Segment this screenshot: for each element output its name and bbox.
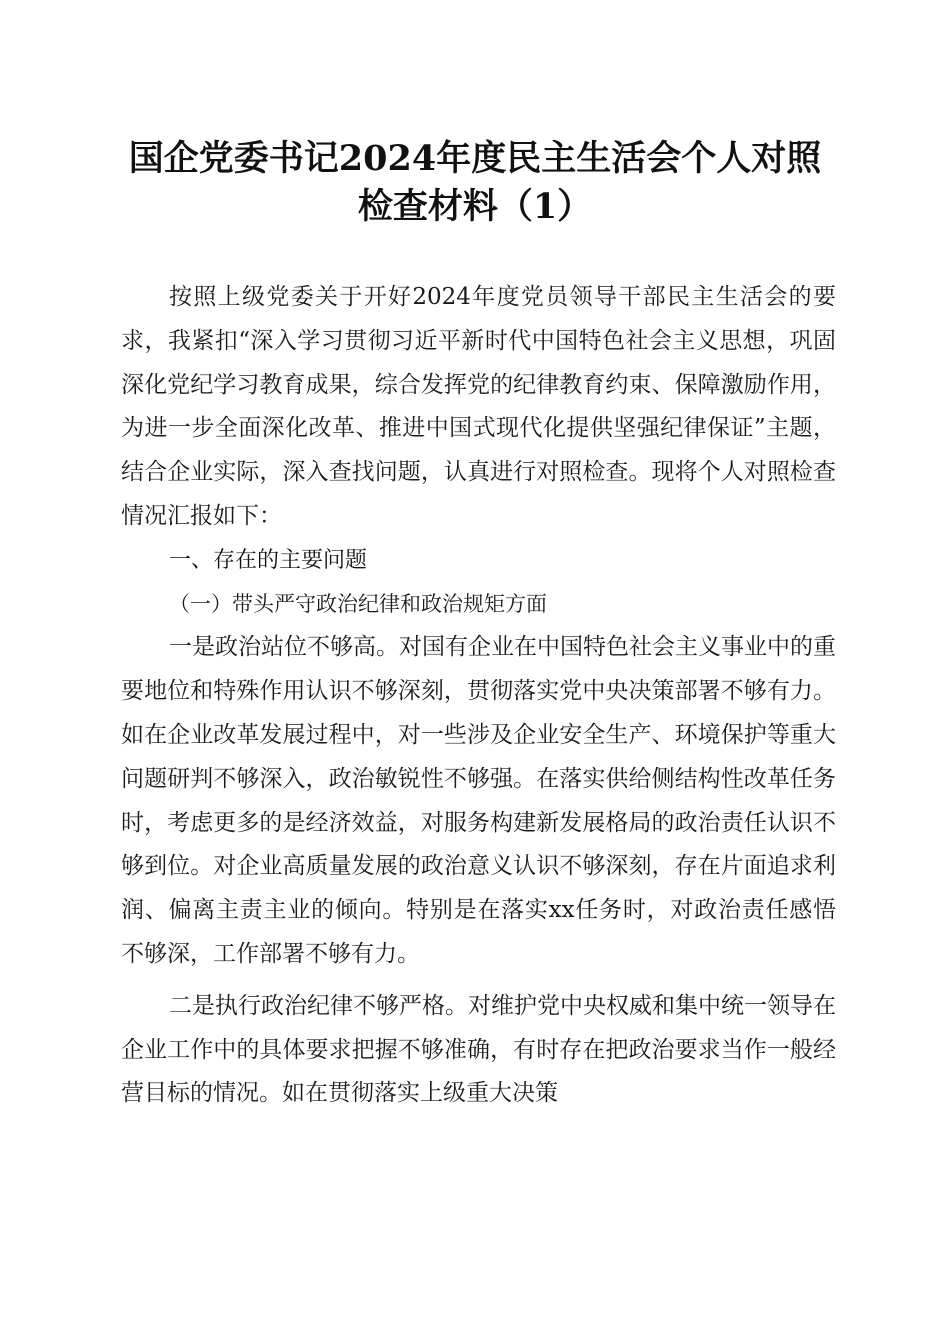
document-body [121, 276, 836, 1116]
point-2-text: 对维护党中央权威和集中统一领导在企业工作中的具体要求把握不够准确，有时存在把政治要求当作一般经营目标的情况。如在贯彻落实上级重大决策 [121, 992, 836, 1107]
title-line-2: 检查材料（1） [357, 186, 593, 227]
point-2-paragraph [121, 985, 836, 1116]
point-1-paragraph [121, 626, 836, 976]
point-1-text: 对国有企业在中国特色社会主义事业中的重要地位和特殊作用认识不够深刻，贯彻落实党中央决策部署不够有力。如在企业改革发展过程中，对一些涉及企业安全生产、环境保护等重大问题研判不够深入，政治敏锐性不够强。在落实供给侧结构性改革任务时，考虑更多的是经济效益，对服务构建新发展格局的政治责任认识不够到位。对企业高质量发展的政治意义认识不够深刻，存在片面追求利润、偏离主责主业的倾向。特别是在落实xx任务时，对政治责任感悟不够深，工作部署不够有力。 [121, 634, 836, 967]
paragraph-gap [121, 977, 836, 985]
intro-paragraph: 按照上级党委关于开好2024年度党员领导干部民主生活会的要求，我紧扣“深入学习贯彻习近平新时代中国特色社会主义思想，巩固深化党纪学习教育成果，综合发挥党的纪律教育约束、保障激励作用，为进一步全面深化改革、推进中国式现代化提供坚强纪律保证”主题，结合企业实际，深入查找问题，认真进行对照检查。现将个人对照检查情况汇报如下： [121, 284, 836, 529]
document-title [100, 135, 850, 231]
section-heading: 一、存在的主要问题 [169, 547, 368, 573]
title-line-1: 国企党委书记2024年度民主生活会个人对照 [128, 138, 822, 179]
subsection-heading: （一）带头严守政治纪律和政治规矩方面 [169, 591, 547, 616]
point-1-lead: 一是政治站位不够高。 [169, 634, 399, 661]
point-2-lead: 二是执行政治纪律不够严格。 [169, 992, 468, 1019]
